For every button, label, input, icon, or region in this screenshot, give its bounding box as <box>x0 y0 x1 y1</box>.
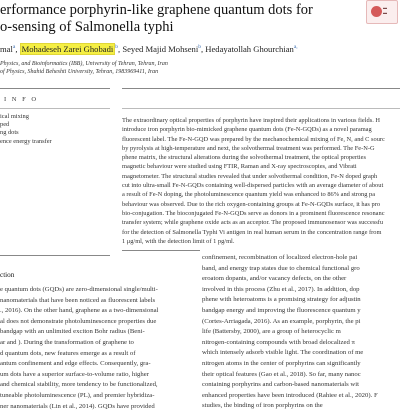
keyword: ical mixing <box>0 113 29 120</box>
keyword: ped <box>0 121 10 129</box>
body-line: which intensely adsorb visible light. The coordination of me <box>202 349 364 357</box>
abstract-line: magnetometer. The structural studies revealed that under solvothermal condition, Fe-N doped graph <box>122 172 378 180</box>
article-info-heading: I N F O <box>4 96 39 103</box>
title-line-1: erformance porphyrin-like graphene quantum dots for <box>0 2 313 18</box>
body-line: their optical features (Gao et al., 2018). So far, many nanoc <box>202 370 361 378</box>
abstract-line: a result of Fe-N doping, the photoluminescence quantum yield was enhanced to 86% and strong pa <box>122 191 376 199</box>
abstract-line: transfer system; while graphene oxide acts as an acceptor. The proposed immunosensor was successfu <box>122 219 384 227</box>
author-name: Seyed Majid Mohseni <box>122 44 199 54</box>
highlighted-author-name: Mohadeseh Zarei Ghobadi <box>21 44 114 54</box>
body-line: life (Battersby, 2000), are a group of heterocyclic m <box>202 328 341 336</box>
keyword: ng dots <box>0 129 19 137</box>
body-line: antum confinement and edge effects. Consequently, gra- <box>0 360 151 368</box>
body-line: phene with heteroatoms is a promising strategy for adjustin <box>202 296 361 304</box>
author-list: mal$^a$, Mohadeseh Zarei Ghobadi $^b$, Seyed Majid Mohseni$^b$, Hedayatollah Ghourchian$^{a,}$ <box>0 44 298 54</box>
author-affiliation-mark[interactable]: a <box>12 44 16 51</box>
abstract-line: by pyrolysis at high-temperature and next, the solvothermal treatment was performed. The Fe-N-G <box>122 144 375 152</box>
divider <box>0 88 110 89</box>
body-line: al does not demonstrate photoluminescence properties due <box>0 317 157 325</box>
affiliation-line: Physics, and Bioinformatics (IBB), University of Tehran, Tehran, Iran <box>0 61 168 67</box>
affiliation-line: of Physics, Shahid Beheshti University, Tehran, 1983969411, Iran <box>0 69 159 75</box>
abstract-line: behaviour was observed. Due to the rich oxygen-containing groups at Fe-N-GQDs surface, it has pro <box>122 200 381 208</box>
body-line: enhanced properties have been introduced (Rahiee et al., 2020). F <box>202 391 378 399</box>
body-line: ar and ). During the transformation of graphene to <box>0 338 134 346</box>
body-line: (Cortes-Arriagada, 2016). As an example, porphyrin, the pi <box>202 317 361 325</box>
body-line: d quantum dots, new features emerge as a result of <box>0 349 136 357</box>
author-affiliation-mark[interactable]: a, <box>293 44 298 51</box>
abstract-line: 1 μg/ml, with the detection limit of 1 pg/ml. <box>122 237 235 245</box>
check-for-updates-badge[interactable] <box>366 0 398 24</box>
abstract <box>122 116 398 246</box>
divider <box>122 250 200 251</box>
body-line: e quantum dots (GQDs) are zero-dimensional single/multi- <box>0 286 158 293</box>
body-line: eroatom dopants, and/or vacancy defects, on the other <box>202 275 347 283</box>
divider <box>122 88 400 89</box>
affiliations <box>0 60 168 76</box>
body-line: bandgap energy and improving the fluorescence quantum y <box>202 306 361 314</box>
author-affiliation-mark[interactable]: b <box>115 44 119 51</box>
body-line: nanomaterials that have been noticed as fluorescent labels <box>0 296 156 304</box>
body-line: involved in this process (Zhu et al., 2017). In addition, dop <box>202 285 360 293</box>
article-title <box>0 2 360 36</box>
body-line: band, and energy trap states due to chemical functional gro <box>202 264 360 272</box>
body-line: containing porphyrins and carbon-based nanomaterials wit <box>202 381 359 389</box>
update-badge-mark: ▬ ▬ <box>383 5 387 15</box>
section-heading: ction <box>0 271 15 279</box>
body-line: bandgap with an unlimited exciton Bohr radius (Beni- <box>0 328 145 336</box>
body-line: ., 2016). On the other hand, graphene as a two-dimensional <box>0 307 159 315</box>
body-line: nitrogen-containing compounds with broad delocalized π <box>202 338 355 346</box>
abstract-line: bio-conjugation. The bioconjugated Fe-N-GQDs serve as donors in a prominent fluorescence resonanc <box>122 209 385 217</box>
body-left-column <box>0 285 195 412</box>
abstract-line: phene matrix, the structural alterations during the solvothermal treatment, the optical properties <box>122 154 367 162</box>
divider <box>0 255 110 256</box>
author-name: mal <box>0 44 13 54</box>
abstract-line: for the detection of Salmonella Typhi Vi antigen in real human serum in the concentration range from <box>122 228 382 236</box>
abstract-line: fluorescent label. The Fe-N-GQD was prepared by the mechanochemical mixing of Fe, N, and C sourc <box>122 135 385 143</box>
abstract-line: The extraordinary optical properties of porphyrin have inspired their applications in various fields. H <box>122 117 381 124</box>
body-line: studies, the binding of iron porphyrins on the <box>202 402 323 410</box>
body-line: nitrogen atoms in the center of porphyrins can significantly <box>202 359 361 367</box>
keywords-list <box>0 113 52 146</box>
update-icon <box>371 6 382 17</box>
body-line: ner nanomaterials (Lin et al., 2014). GQDs have provided <box>0 402 155 410</box>
body-line: confinement, recombination of localized electron-hole pai <box>202 254 358 261</box>
body-line: tuneable photoluminescence (PL), and premier hybridiza- <box>0 391 155 399</box>
divider <box>0 108 110 109</box>
divider <box>122 108 400 109</box>
abstract-line: magnetic behaviour were studied using FTIR, Raman and X-ray spectroscopies, and Vibrati <box>122 163 357 171</box>
author-name: Hedayatollah Ghourchian <box>205 44 294 54</box>
body-line: and chemical stability, more tendency to be functionalized, <box>0 381 158 389</box>
abstract-line: cut into ultra-small Fe-N-GQDs containing well-dispersed particles with an average diameter of about <box>122 182 384 190</box>
author-affiliation-mark[interactable]: b <box>198 44 201 51</box>
abstract-line: introduce iron porphyrin bio-mimicked graphene quantum dots (Fe-N-GQDs) as a novel paramag <box>122 126 372 134</box>
body-right-column <box>202 253 400 412</box>
title-line-2: o-sensing of Salmonella typhi <box>0 19 174 35</box>
keyword: ence energy transfer <box>0 137 52 145</box>
body-line: um dots have a superior surface-to-volume ratio, higher <box>0 370 149 378</box>
